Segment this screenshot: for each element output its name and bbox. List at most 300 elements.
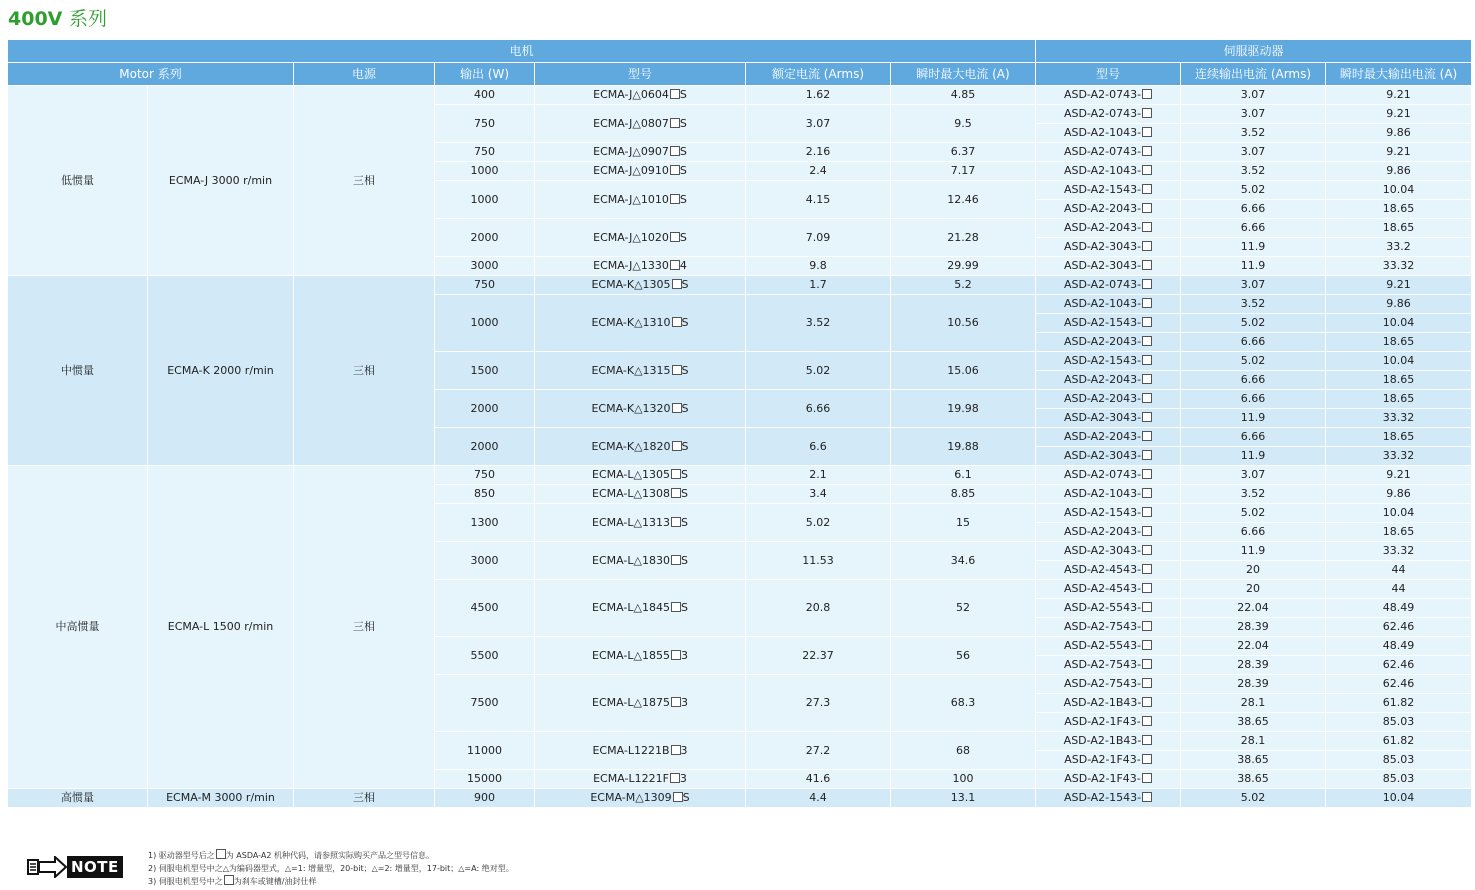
rated-current-cell: 2.16 [746, 143, 891, 162]
motor-model-cell: ECMA-L1221F 3 [535, 770, 746, 789]
motor-model-cell: ECMA-M△1309 S [535, 789, 746, 808]
peak-current-cell: 100 [891, 770, 1036, 789]
placeholder-box-icon [670, 773, 680, 783]
placeholder-box-icon [1142, 583, 1152, 593]
output-cell: 400 [435, 86, 535, 105]
drive-model-cell: ASD-A2-3043- [1036, 257, 1181, 276]
rated-current-cell: 4.15 [746, 181, 891, 219]
peak-output-cell: 33.32 [1326, 257, 1472, 276]
motor-drive-table [7, 39, 1472, 808]
note-line: 1) 驱动器型号后之 为 ASDA-A2 机种代码，请参照实际购买产品之型号信息。 [148, 851, 434, 860]
peak-current-cell: 5.2 [891, 276, 1036, 295]
peak-output-cell: 10.04 [1326, 789, 1472, 808]
output-cell: 1000 [435, 295, 535, 352]
continuous-output-cell: 38.65 [1181, 713, 1326, 732]
peak-current-cell: 4.85 [891, 86, 1036, 105]
rated-current-cell: 20.8 [746, 580, 891, 637]
drive-model-cell: ASD-A2-7543- [1036, 618, 1181, 637]
peak-output-cell: 85.03 [1326, 770, 1472, 789]
rated-current-cell: 3.4 [746, 485, 891, 504]
header-drive-group: 伺服驱动器 [1036, 40, 1472, 63]
placeholder-box-icon [1142, 165, 1152, 175]
peak-output-cell: 10.04 [1326, 352, 1472, 371]
placeholder-box-icon [1142, 374, 1152, 384]
peak-output-cell: 33.32 [1326, 542, 1472, 561]
placeholder-box-icon [671, 697, 681, 707]
continuous-output-cell: 28.1 [1181, 732, 1326, 751]
note-line: 3) 伺服电机型号中之 为刹车或键槽/油封仕样 [148, 877, 317, 886]
motor-model-cell: ECMA-J△1330 4 [535, 257, 746, 276]
rated-current-cell: 1.7 [746, 276, 891, 295]
placeholder-box-icon [671, 650, 681, 660]
peak-output-cell: 18.65 [1326, 523, 1472, 542]
output-cell: 900 [435, 789, 535, 808]
continuous-output-cell: 20 [1181, 561, 1326, 580]
drive-model-cell: ASD-A2-3043- [1036, 542, 1181, 561]
header-motor-model: 型号 [535, 63, 746, 86]
motor-model-cell: ECMA-J△0907 S [535, 143, 746, 162]
peak-output-cell: 48.49 [1326, 599, 1472, 618]
peak-output-cell: 9.21 [1326, 276, 1472, 295]
placeholder-box-icon [1142, 716, 1152, 726]
placeholder-box-icon [672, 365, 682, 375]
motor-model-cell: ECMA-L△1308 S [535, 485, 746, 504]
table-row [8, 789, 1472, 808]
output-cell: 3000 [435, 542, 535, 580]
peak-current-cell: 34.6 [891, 542, 1036, 580]
output-cell: 2000 [435, 428, 535, 466]
placeholder-box-icon [1142, 792, 1152, 802]
peak-output-cell: 48.49 [1326, 637, 1472, 656]
placeholder-box-icon [1142, 621, 1152, 631]
note-label: NOTE [67, 856, 123, 878]
peak-output-cell: 18.65 [1326, 371, 1472, 390]
peak-output-cell: 18.65 [1326, 219, 1472, 238]
peak-current-cell: 10.56 [891, 295, 1036, 352]
table-row [8, 466, 1472, 485]
motor-model-cell: ECMA-L△1845 S [535, 580, 746, 637]
peak-current-cell: 68.3 [891, 675, 1036, 732]
power-cell: 三相 [294, 466, 435, 789]
placeholder-box-icon [1142, 754, 1152, 764]
drive-model-cell: ASD-A2-5543- [1036, 599, 1181, 618]
placeholder-box-icon [670, 232, 680, 242]
table-row [8, 276, 1472, 295]
rated-current-cell: 27.2 [746, 732, 891, 770]
rated-current-cell: 11.53 [746, 542, 891, 580]
output-cell: 1500 [435, 352, 535, 390]
peak-output-cell: 33.32 [1326, 409, 1472, 428]
rated-current-cell: 2.4 [746, 162, 891, 181]
note-badge [27, 854, 123, 880]
output-cell: 15000 [435, 770, 535, 789]
rated-current-cell: 5.02 [746, 352, 891, 390]
drive-model-cell: ASD-A2-0743- [1036, 143, 1181, 162]
continuous-output-cell: 3.52 [1181, 485, 1326, 504]
motor-model-cell: ECMA-J△1020 S [535, 219, 746, 257]
placeholder-box-icon [1142, 260, 1152, 270]
peak-output-cell: 9.21 [1326, 143, 1472, 162]
peak-output-cell: 9.21 [1326, 86, 1472, 105]
output-cell: 3000 [435, 257, 535, 276]
title-voltage: 400V [8, 8, 63, 30]
continuous-output-cell: 6.66 [1181, 428, 1326, 447]
placeholder-box-icon [671, 555, 681, 565]
continuous-output-cell: 11.9 [1181, 409, 1326, 428]
continuous-output-cell: 3.52 [1181, 124, 1326, 143]
placeholder-box-icon [1142, 697, 1152, 707]
continuous-output-cell: 38.65 [1181, 770, 1326, 789]
placeholder-box-icon [1142, 545, 1152, 555]
peak-output-cell: 61.82 [1326, 732, 1472, 751]
rated-current-cell: 3.07 [746, 105, 891, 143]
continuous-output-cell: 11.9 [1181, 542, 1326, 561]
continuous-output-cell: 20 [1181, 580, 1326, 599]
motor-model-cell: ECMA-K△1320 S [535, 390, 746, 428]
column-header-row [8, 63, 1472, 86]
output-cell: 7500 [435, 675, 535, 732]
header-power: 电源 [294, 63, 435, 86]
placeholder-box-icon [1142, 203, 1152, 213]
peak-output-cell: 18.65 [1326, 428, 1472, 447]
continuous-output-cell: 3.07 [1181, 86, 1326, 105]
drive-model-cell: ASD-A2-1543- [1036, 789, 1181, 808]
series-cell: ECMA-J 3000 r/min [148, 86, 294, 276]
peak-current-cell: 15.06 [891, 352, 1036, 390]
inertia-cell: 中高惯量 [8, 466, 148, 789]
drive-model-cell: ASD-A2-1F43- [1036, 751, 1181, 770]
peak-current-cell: 6.1 [891, 466, 1036, 485]
drive-model-cell: ASD-A2-4543- [1036, 561, 1181, 580]
peak-output-cell: 10.04 [1326, 181, 1472, 200]
continuous-output-cell: 11.9 [1181, 238, 1326, 257]
output-cell: 850 [435, 485, 535, 504]
drive-model-cell: ASD-A2-1B43- [1036, 694, 1181, 713]
rated-current-cell: 22.37 [746, 637, 891, 675]
drive-model-cell: ASD-A2-5543- [1036, 637, 1181, 656]
peak-current-cell: 21.28 [891, 219, 1036, 257]
drive-model-cell: ASD-A2-1543- [1036, 504, 1181, 523]
drive-model-cell: ASD-A2-3043- [1036, 238, 1181, 257]
continuous-output-cell: 3.07 [1181, 143, 1326, 162]
peak-current-cell: 12.46 [891, 181, 1036, 219]
placeholder-box-icon [672, 441, 682, 451]
continuous-output-cell: 6.66 [1181, 200, 1326, 219]
placeholder-box-icon [670, 118, 680, 128]
peak-output-cell: 62.46 [1326, 618, 1472, 637]
motor-model-cell: ECMA-J△0807 S [535, 105, 746, 143]
motor-model-cell: ECMA-K△1310 S [535, 295, 746, 352]
peak-output-cell: 9.86 [1326, 124, 1472, 143]
rated-current-cell: 27.3 [746, 675, 891, 732]
inertia-cell: 高惯量 [8, 789, 148, 808]
continuous-output-cell: 28.39 [1181, 656, 1326, 675]
continuous-output-cell: 5.02 [1181, 352, 1326, 371]
placeholder-box-icon [1142, 526, 1152, 536]
continuous-output-cell: 28.1 [1181, 694, 1326, 713]
drive-model-cell: ASD-A2-2043- [1036, 333, 1181, 352]
continuous-output-cell: 22.04 [1181, 637, 1326, 656]
peak-output-cell: 9.86 [1326, 162, 1472, 181]
continuous-output-cell: 5.02 [1181, 181, 1326, 200]
continuous-output-cell: 5.02 [1181, 504, 1326, 523]
rated-current-cell: 7.09 [746, 219, 891, 257]
placeholder-box-icon [1142, 412, 1152, 422]
drive-model-cell: ASD-A2-3043- [1036, 409, 1181, 428]
peak-current-cell: 9.5 [891, 105, 1036, 143]
rated-current-cell: 2.1 [746, 466, 891, 485]
rated-current-cell: 4.4 [746, 789, 891, 808]
continuous-output-cell: 28.39 [1181, 618, 1326, 637]
output-cell: 1000 [435, 162, 535, 181]
drive-model-cell: ASD-A2-1543- [1036, 314, 1181, 333]
continuous-output-cell: 6.66 [1181, 333, 1326, 352]
continuous-output-cell: 6.66 [1181, 390, 1326, 409]
placeholder-box-icon [670, 89, 680, 99]
peak-current-cell: 6.37 [891, 143, 1036, 162]
continuous-output-cell: 3.52 [1181, 162, 1326, 181]
motor-model-cell: ECMA-L△1313 S [535, 504, 746, 542]
drive-model-cell: ASD-A2-1F43- [1036, 770, 1181, 789]
header-motor-group: 电机 [8, 40, 1036, 63]
placeholder-box-icon [671, 745, 681, 755]
peak-current-cell: 19.88 [891, 428, 1036, 466]
placeholder-box-icon [1142, 108, 1152, 118]
drive-model-cell: ASD-A2-1043- [1036, 124, 1181, 143]
drive-model-cell: ASD-A2-1043- [1036, 485, 1181, 504]
drive-model-cell: ASD-A2-2043- [1036, 523, 1181, 542]
placeholder-box-icon [1142, 336, 1152, 346]
peak-output-cell: 10.04 [1326, 504, 1472, 523]
placeholder-box-icon [1142, 602, 1152, 612]
output-cell: 1000 [435, 181, 535, 219]
title-series: 系列 [69, 8, 108, 30]
note-arrow-icon [27, 856, 67, 878]
peak-output-cell: 85.03 [1326, 751, 1472, 770]
placeholder-box-icon [672, 403, 682, 413]
peak-output-cell: 44 [1326, 561, 1472, 580]
continuous-output-cell: 28.39 [1181, 675, 1326, 694]
output-cell: 750 [435, 466, 535, 485]
page-title [8, 4, 107, 34]
drive-model-cell: ASD-A2-7543- [1036, 675, 1181, 694]
placeholder-box-icon [1142, 146, 1152, 156]
power-cell: 三相 [294, 276, 435, 466]
placeholder-box-icon [672, 279, 682, 289]
placeholder-box-icon [670, 260, 680, 270]
peak-output-cell: 9.86 [1326, 485, 1472, 504]
motor-model-cell: ECMA-L△1875 3 [535, 675, 746, 732]
output-cell: 11000 [435, 732, 535, 770]
drive-model-cell: ASD-A2-1B43- [1036, 732, 1181, 751]
rated-current-cell: 6.6 [746, 428, 891, 466]
placeholder-box-icon [1142, 355, 1152, 365]
motor-model-cell: ECMA-K△1315 S [535, 352, 746, 390]
peak-output-cell: 33.32 [1326, 447, 1472, 466]
peak-output-cell: 18.65 [1326, 390, 1472, 409]
placeholder-box-icon [216, 849, 226, 859]
inertia-cell: 低惯量 [8, 86, 148, 276]
placeholder-box-icon [1142, 317, 1152, 327]
motor-model-cell: ECMA-K△1305 S [535, 276, 746, 295]
placeholder-box-icon [1142, 127, 1152, 137]
peak-current-cell: 52 [891, 580, 1036, 637]
rated-current-cell: 1.62 [746, 86, 891, 105]
placeholder-box-icon [1142, 678, 1152, 688]
continuous-output-cell: 11.9 [1181, 447, 1326, 466]
drive-model-cell: ASD-A2-4543- [1036, 580, 1181, 599]
peak-current-cell: 15 [891, 504, 1036, 542]
motor-model-cell: ECMA-J△0910 S [535, 162, 746, 181]
series-cell: ECMA-L 1500 r/min [148, 466, 294, 789]
motor-model-cell: ECMA-L△1855 3 [535, 637, 746, 675]
peak-output-cell: 9.21 [1326, 105, 1472, 124]
placeholder-box-icon [1142, 773, 1152, 783]
continuous-output-cell: 5.02 [1181, 314, 1326, 333]
rated-current-cell: 9.8 [746, 257, 891, 276]
drive-model-cell: ASD-A2-2043- [1036, 371, 1181, 390]
placeholder-box-icon [673, 792, 683, 802]
placeholder-box-icon [670, 194, 680, 204]
motor-model-cell: ECMA-K△1820 S [535, 428, 746, 466]
output-cell: 750 [435, 276, 535, 295]
continuous-output-cell: 6.66 [1181, 371, 1326, 390]
peak-output-cell: 44 [1326, 580, 1472, 599]
placeholder-box-icon [671, 469, 681, 479]
peak-output-cell: 18.65 [1326, 333, 1472, 352]
drive-model-cell: ASD-A2-0743- [1036, 105, 1181, 124]
drive-model-cell: ASD-A2-0743- [1036, 276, 1181, 295]
output-cell: 5500 [435, 637, 535, 675]
drive-model-cell: ASD-A2-1543- [1036, 181, 1181, 200]
peak-output-cell: 9.21 [1326, 466, 1472, 485]
header-motor-series: Motor 系列 [8, 63, 294, 86]
peak-output-cell: 85.03 [1326, 713, 1472, 732]
series-cell: ECMA-K 2000 r/min [148, 276, 294, 466]
placeholder-box-icon [1142, 659, 1152, 669]
placeholder-box-icon [224, 875, 234, 885]
placeholder-box-icon [670, 165, 680, 175]
continuous-output-cell: 22.04 [1181, 599, 1326, 618]
power-cell: 三相 [294, 789, 435, 808]
continuous-output-cell: 3.07 [1181, 105, 1326, 124]
placeholder-box-icon [670, 146, 680, 156]
placeholder-box-icon [1142, 298, 1152, 308]
continuous-output-cell: 38.65 [1181, 751, 1326, 770]
placeholder-box-icon [1142, 564, 1152, 574]
placeholder-box-icon [1142, 450, 1152, 460]
placeholder-box-icon [1142, 431, 1152, 441]
power-cell: 三相 [294, 86, 435, 276]
placeholder-box-icon [1142, 488, 1152, 498]
placeholder-box-icon [1142, 279, 1152, 289]
placeholder-box-icon [671, 517, 681, 527]
peak-current-cell: 13.1 [891, 789, 1036, 808]
inertia-cell: 中惯量 [8, 276, 148, 466]
continuous-output-cell: 6.66 [1181, 523, 1326, 542]
table-row [8, 86, 1472, 105]
continuous-output-cell: 5.02 [1181, 789, 1326, 808]
placeholder-box-icon [1142, 222, 1152, 232]
header-rated-current: 额定电流 (Arms) [746, 63, 891, 86]
peak-current-cell: 68 [891, 732, 1036, 770]
continuous-output-cell: 3.07 [1181, 276, 1326, 295]
continuous-output-cell: 11.9 [1181, 257, 1326, 276]
rated-current-cell: 5.02 [746, 504, 891, 542]
placeholder-box-icon [672, 317, 682, 327]
drive-model-cell: ASD-A2-2043- [1036, 428, 1181, 447]
peak-output-cell: 18.65 [1326, 200, 1472, 219]
placeholder-box-icon [671, 602, 681, 612]
motor-model-cell: ECMA-L1221B 3 [535, 732, 746, 770]
series-cell: ECMA-M 3000 r/min [148, 789, 294, 808]
peak-output-cell: 61.82 [1326, 694, 1472, 713]
output-cell: 4500 [435, 580, 535, 637]
header-drive-model: 型号 [1036, 63, 1181, 86]
drive-model-cell: ASD-A2-1043- [1036, 162, 1181, 181]
drive-model-cell: ASD-A2-2043- [1036, 200, 1181, 219]
header-continuous-output: 连续输出电流 (Arms) [1181, 63, 1326, 86]
drive-model-cell: ASD-A2-7543- [1036, 656, 1181, 675]
output-cell: 2000 [435, 390, 535, 428]
peak-output-cell: 62.46 [1326, 656, 1472, 675]
drive-model-cell: ASD-A2-1F43- [1036, 713, 1181, 732]
peak-output-cell: 9.86 [1326, 295, 1472, 314]
peak-current-cell: 8.85 [891, 485, 1036, 504]
peak-current-cell: 19.98 [891, 390, 1036, 428]
motor-model-cell: ECMA-J△1010 S [535, 181, 746, 219]
header-output: 输出 (W) [435, 63, 535, 86]
peak-current-cell: 56 [891, 637, 1036, 675]
rated-current-cell: 3.52 [746, 295, 891, 352]
output-cell: 750 [435, 105, 535, 143]
peak-output-cell: 10.04 [1326, 314, 1472, 333]
table-body [8, 86, 1472, 808]
placeholder-box-icon [1142, 735, 1152, 745]
drive-model-cell: ASD-A2-1043- [1036, 295, 1181, 314]
output-cell: 750 [435, 143, 535, 162]
continuous-output-cell: 6.66 [1181, 219, 1326, 238]
drive-model-cell: ASD-A2-0743- [1036, 86, 1181, 105]
peak-output-cell: 62.46 [1326, 675, 1472, 694]
drive-model-cell: ASD-A2-2043- [1036, 390, 1181, 409]
placeholder-box-icon [1142, 184, 1152, 194]
group-header-row [8, 40, 1472, 63]
placeholder-box-icon [1142, 241, 1152, 251]
drive-model-cell: ASD-A2-0743- [1036, 466, 1181, 485]
placeholder-box-icon [1142, 507, 1152, 517]
rated-current-cell: 6.66 [746, 390, 891, 428]
motor-model-cell: ECMA-J△0604 S [535, 86, 746, 105]
output-cell: 1300 [435, 504, 535, 542]
motor-model-cell: ECMA-L△1830 S [535, 542, 746, 580]
header-peak-output: 瞬时最大输出电流 (A) [1326, 63, 1472, 86]
placeholder-box-icon [1142, 89, 1152, 99]
peak-current-cell: 29.99 [891, 257, 1036, 276]
output-cell: 2000 [435, 219, 535, 257]
peak-current-cell: 7.17 [891, 162, 1036, 181]
placeholder-box-icon [1142, 640, 1152, 650]
notes [148, 849, 514, 889]
peak-output-cell: 33.2 [1326, 238, 1472, 257]
motor-model-cell: ECMA-L△1305 S [535, 466, 746, 485]
placeholder-box-icon [671, 488, 681, 498]
note-line: 2) 伺服电机型号中之△为编码器型式，△=1: 增量型，20-bit；△=2: 增量型，17-bit；△=A: 绝对型。 [148, 863, 514, 873]
drive-model-cell: ASD-A2-2043- [1036, 219, 1181, 238]
rated-current-cell: 41.6 [746, 770, 891, 789]
continuous-output-cell: 3.07 [1181, 466, 1326, 485]
placeholder-box-icon [1142, 469, 1152, 479]
